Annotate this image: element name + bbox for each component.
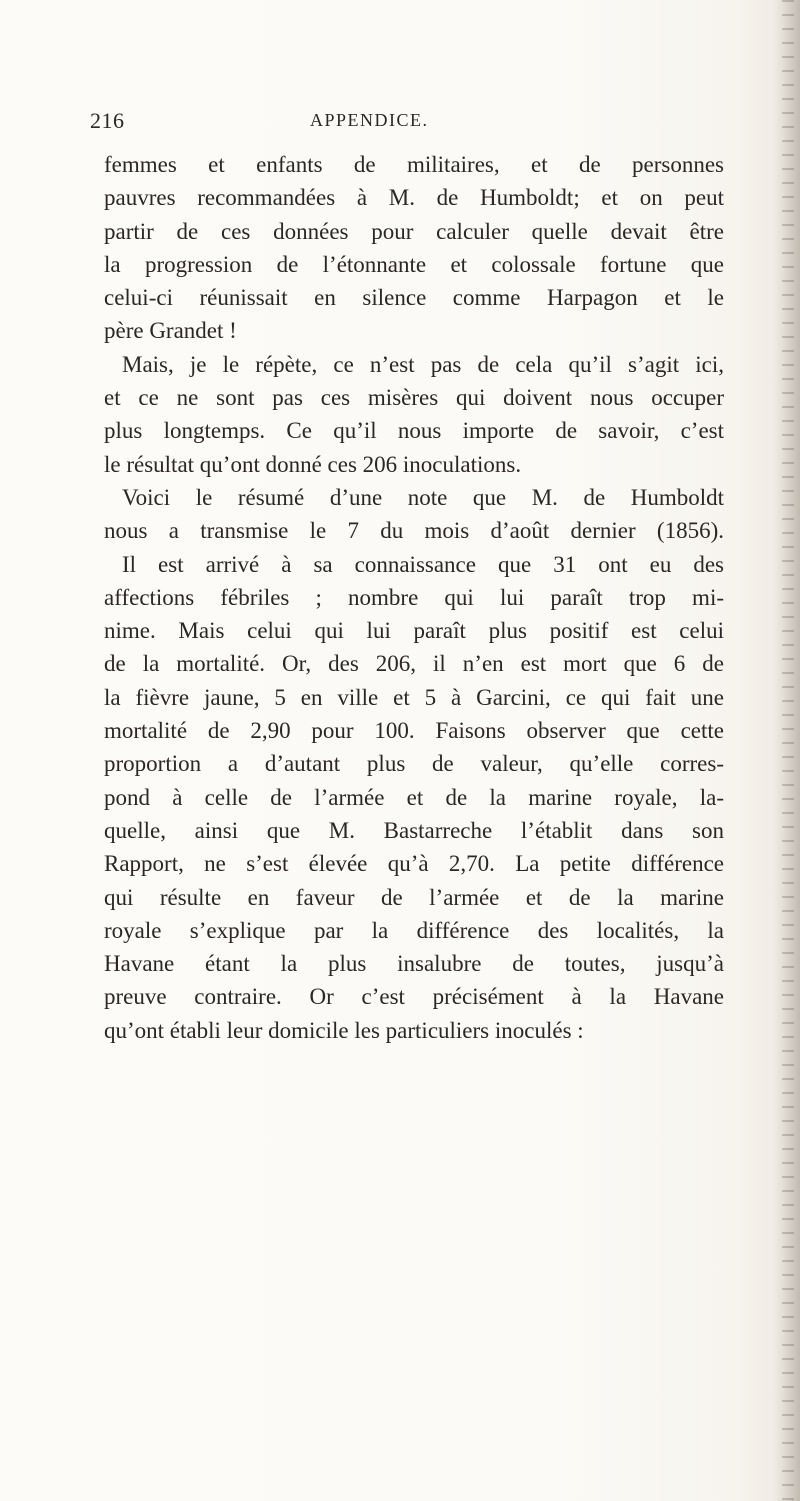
page-number: 216 <box>90 108 125 133</box>
text-line: plus longtemps. Ce qu’il nous importe de savoir, c’est <box>104 418 724 444</box>
text-line: le résultat qu’ont donné ces 206 inoculations. <box>104 451 522 477</box>
body-text <box>104 148 724 1047</box>
text-line: père Grandet ! <box>104 318 237 344</box>
text-line: qu’ont établi leur domicile les particuliers inoculés : <box>104 1017 584 1043</box>
text-line: Havane étant la plus insalubre de toutes, jusqu’à <box>104 951 724 977</box>
text-line: de la mortalité. Or, des 206, il n’en est mort que 6 de <box>104 651 724 677</box>
text-line: nous a transmise le 7 du mois d’août dernier (1856). <box>104 518 724 544</box>
paragraph-start-line: Mais, je le répète, ce n’est pas de cela qu’il s’agit ici, <box>122 351 724 377</box>
text-line: mortalité de 2,90 pour 100. Faisons observer que cette <box>104 718 724 744</box>
text-line: nime. Mais celui qui lui paraît plus positif est celui <box>104 618 724 644</box>
paragraph-start-line: Voici le résumé d’une note que M. de Humboldt <box>122 484 724 510</box>
text-line: quelle, ainsi que M. Bastarreche l’établit dans son <box>104 817 724 843</box>
text-line: royale s’explique par la différence des localités, la <box>104 917 724 943</box>
text-line: pond à celle de l’armée et de la marine royale, la- <box>104 784 724 810</box>
text-line: Rapport, ne s’est élevée qu’à 2,70. La petite différence <box>104 851 724 877</box>
page-edge-marks <box>782 0 794 1501</box>
page-header <box>90 108 710 142</box>
text-line: pauvres recommandées à M. de Humboldt; et on peut <box>104 185 724 211</box>
text-line: partir de ces données pour calculer quelle devait être <box>104 218 724 244</box>
running-head: APPENDICE. <box>310 110 429 130</box>
text-line: affections fébriles ; nombre qui lui paraît trop mi- <box>104 584 724 610</box>
text-line: qui résulte en faveur de l’armée et de la marine <box>104 884 724 910</box>
text-line: celui-ci réunissait en silence comme Harpagon et le <box>104 285 724 311</box>
text-line: preuve contraire. Or c’est précisément à la Havane <box>104 984 724 1010</box>
text-line: et ce ne sont pas ces misères qui doivent nous occuper <box>104 385 724 411</box>
paragraph-start-line: Il est arrivé à sa connaissance que 31 ont eu des <box>122 551 724 577</box>
text-line: proportion a d’autant plus de valeur, qu’elle corres- <box>104 751 724 777</box>
text-line: la progression de l’étonnante et colossale fortune que <box>104 251 724 277</box>
text-line: la fièvre jaune, 5 en ville et 5 à Garcini, ce qui fait une <box>104 684 724 710</box>
text-line: femmes et enfants de militaires, et de personnes <box>104 152 724 177</box>
